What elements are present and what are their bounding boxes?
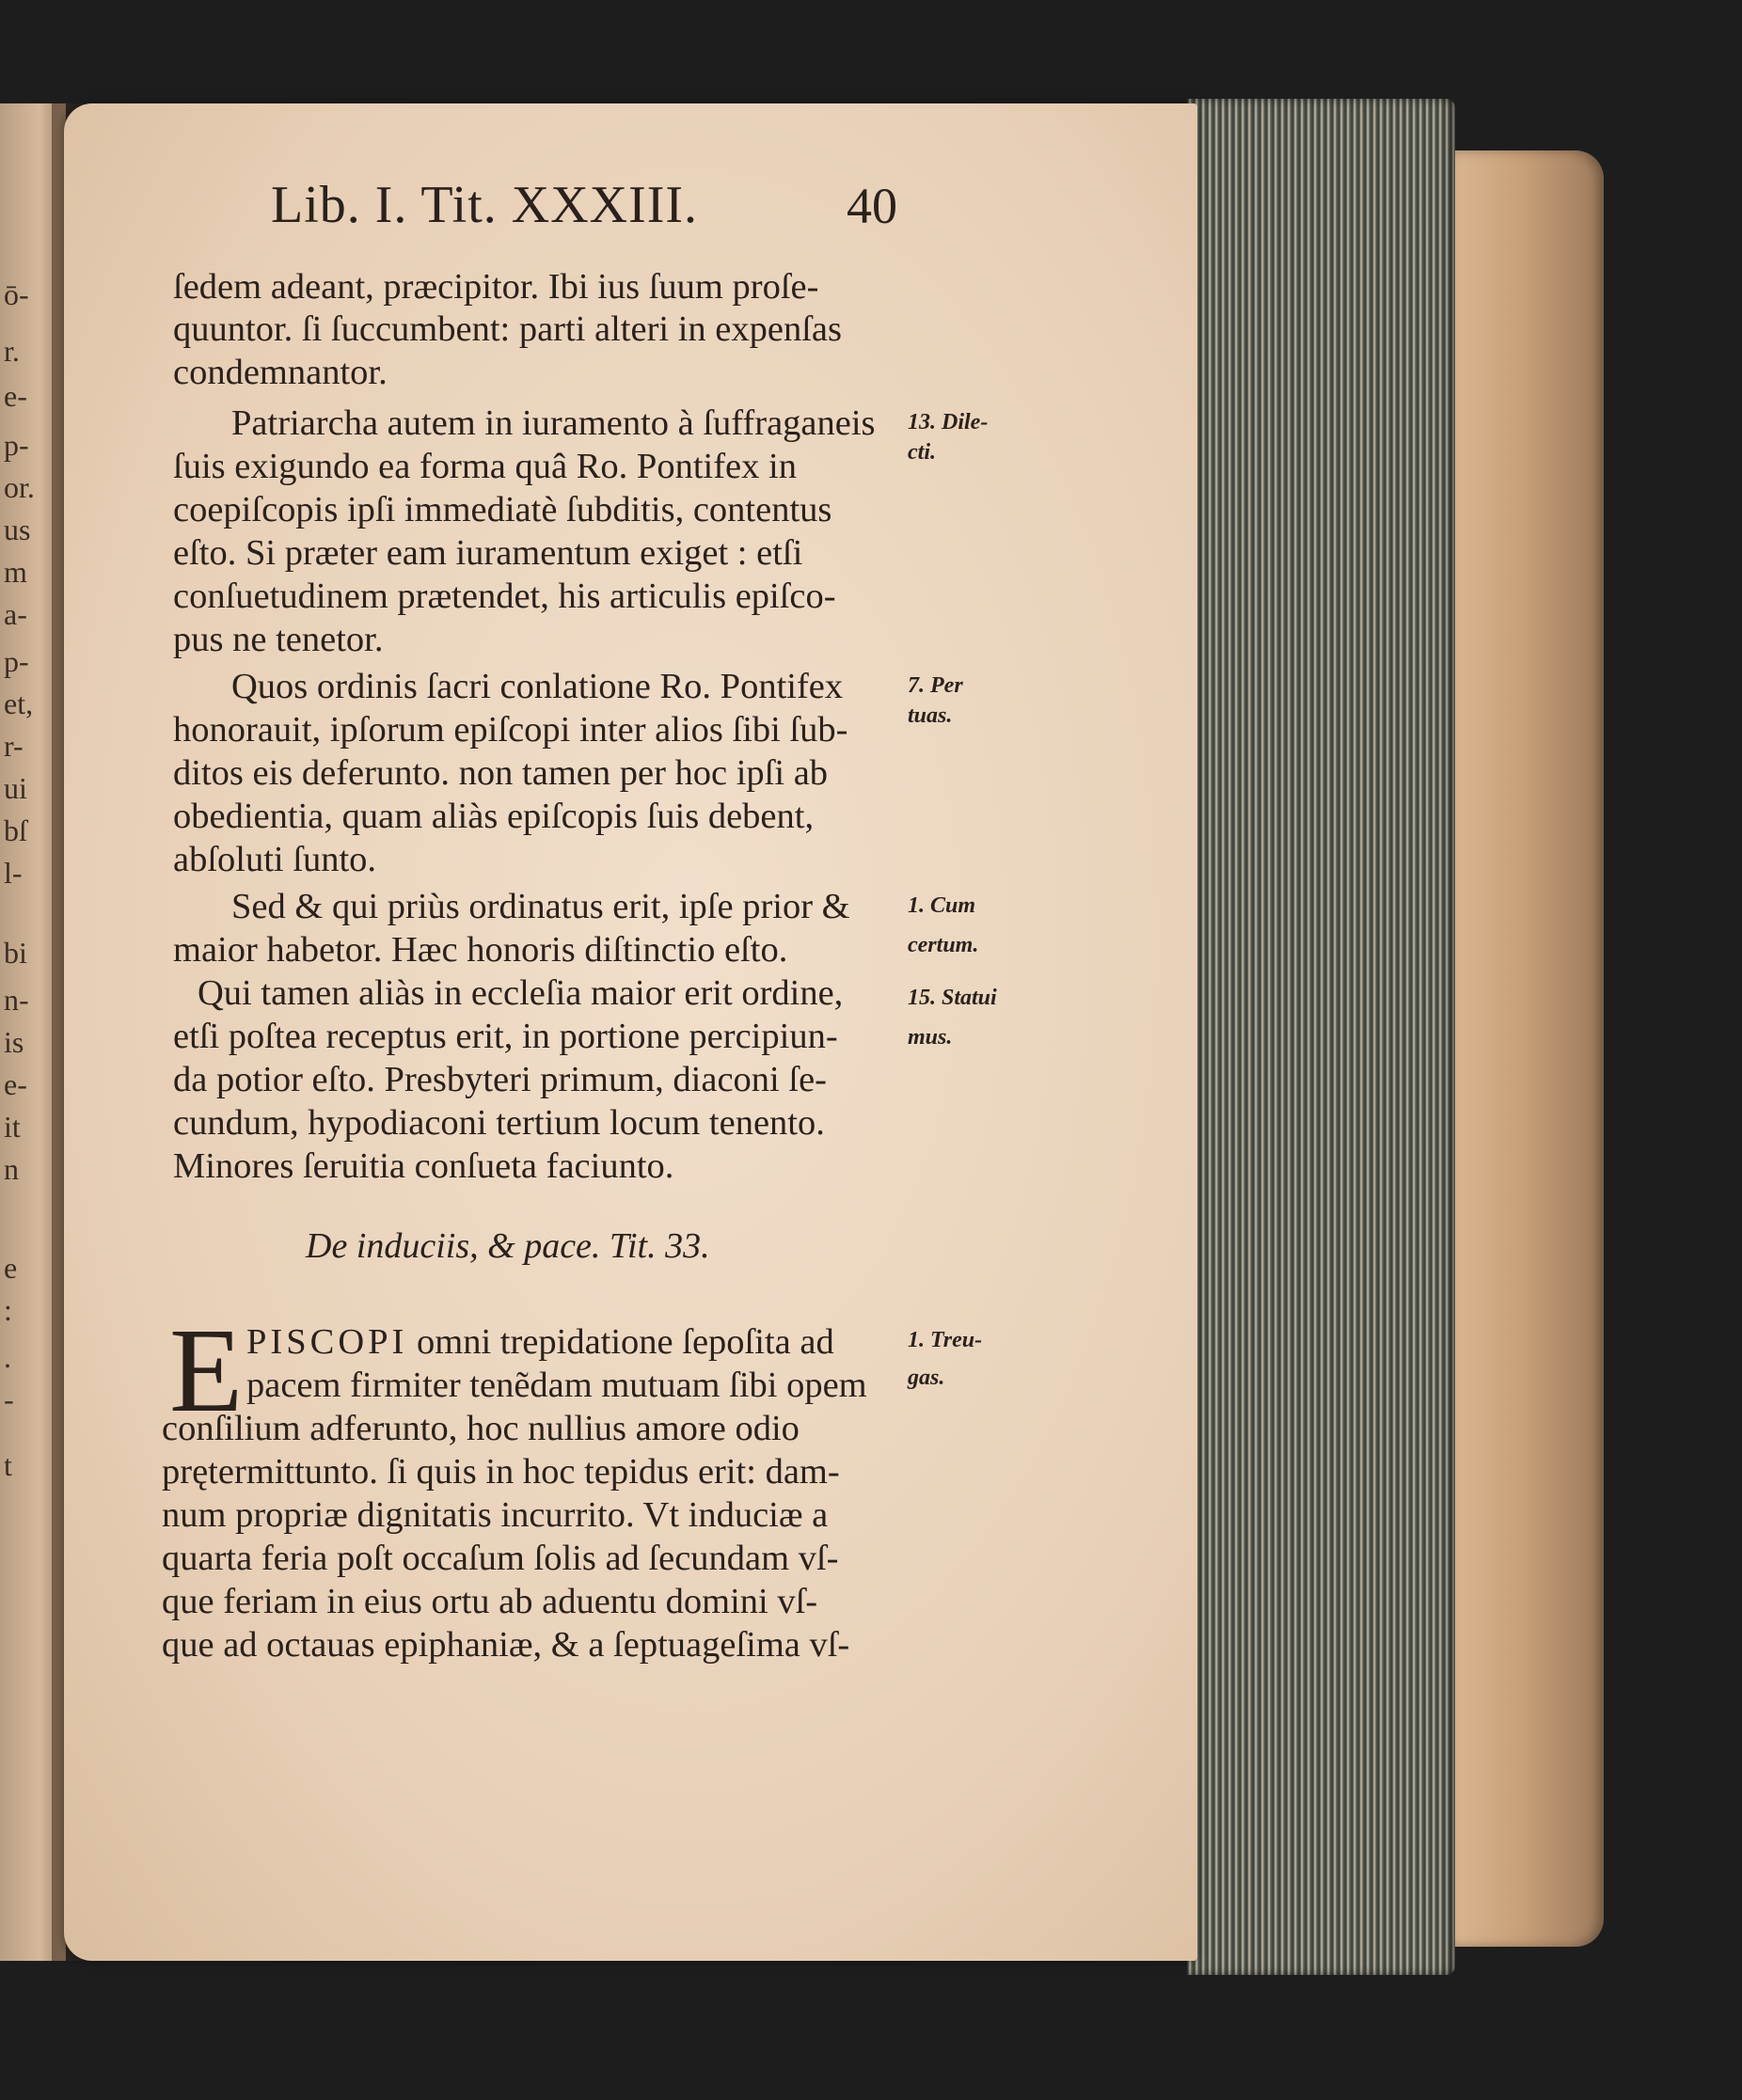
left-fragment: n-	[4, 983, 29, 1017]
text-line: ſedem adeant, præcipitor. Ibi ius ſuum proſe-	[173, 267, 819, 307]
text-line: ditos eis deferunto. non tamen per hoc ipſi ab	[173, 753, 829, 793]
left-fragment: m	[4, 555, 27, 589]
margin-note: gas.	[908, 1366, 945, 1390]
left-fragment: a-	[4, 597, 27, 631]
margin-note: certum.	[908, 933, 979, 957]
text-line: abſoluti ſunto.	[173, 840, 377, 879]
text-line: etſi poſtea receptus erit, in portione percipiun-	[173, 1017, 838, 1056]
left-fragment: r-	[4, 729, 24, 763]
margin-note: cti.	[908, 440, 936, 465]
text-line: da potior eſto. Presbyteri primum, diaconi ſe-	[173, 1060, 827, 1099]
text-line: ſuis exigundo ea forma quâ Ro. Pontifex in	[173, 447, 797, 486]
text-line: conſuetudinem prætendet, his articulis epiſco-	[173, 576, 836, 616]
first-word: PISCOPI	[246, 1322, 408, 1362]
text-line: num propriæ dignitatis incurrito. Vt induciæ a	[162, 1495, 829, 1535]
margin-note: 1. Cum	[908, 893, 976, 918]
left-fragment: p-	[4, 644, 29, 678]
left-fragment: e-	[4, 379, 27, 413]
left-fragment: bi	[4, 936, 27, 970]
text-line: Minores ſeruitia conſueta faciunto.	[173, 1146, 674, 1186]
left-fragment: p-	[4, 428, 29, 462]
text-line: maior habetor. Hæc honoris diſtinctio eſto.	[173, 930, 788, 970]
text-line: Quos ordinis ſacri conlatione Ro. Pontifex	[231, 667, 844, 706]
text-line	[246, 1321, 834, 1363]
text-line: prętermittunto. ſi quis in hoc tepidus erit: dam-	[162, 1452, 840, 1492]
left-fragment: l-	[4, 856, 23, 890]
left-fragment: is	[4, 1025, 24, 1059]
text-line: eſto. Si præter eam iuramentum exiget : etſi	[173, 533, 803, 573]
margin-note: tuas.	[908, 703, 953, 728]
margin-note: mus.	[908, 1025, 953, 1050]
margin-note: 15. Statui	[908, 986, 997, 1010]
section-heading: De induciis, & pace. Tit. 33.	[306, 1226, 710, 1266]
page-edges	[1187, 99, 1455, 1975]
margin-note: 7. Per	[908, 673, 963, 698]
left-fragment: ō-	[4, 277, 29, 311]
left-fragment: .	[4, 1340, 11, 1374]
text-line: que feriam in eius ortu ab aduentu domini vſ-	[162, 1582, 818, 1621]
text-line: conſilium adferunto, hoc nullius amore odio	[162, 1409, 800, 1448]
page-number: 40	[847, 178, 897, 234]
left-fragment: or.	[4, 470, 35, 504]
running-header-title: Lib. I. Tit. XXXIII.	[271, 176, 699, 234]
left-fragment: -	[4, 1382, 14, 1416]
left-fragment: us	[4, 513, 31, 546]
text-line: Sed & qui priùs ordinatus erit, ipſe prior &	[231, 887, 850, 926]
left-fragment: ui	[4, 771, 27, 805]
text-line: obedientia, quam aliàs epiſcopis ſuis debent,	[173, 797, 815, 836]
left-fragment: it	[4, 1110, 21, 1144]
drop-cap: E	[169, 1303, 244, 1437]
left-fragment: et,	[4, 687, 34, 720]
left-fragment: r.	[4, 334, 20, 368]
text-line: quuntor. ſi ſuccumbent: parti alteri in expenſas	[173, 309, 842, 349]
left-fragment: bſ	[4, 813, 27, 847]
left-fragment: n	[4, 1152, 19, 1186]
text-line: que ad octauas epiphaniæ, & a ſeptuageſima vſ-	[162, 1625, 850, 1665]
left-fragment: :	[4, 1293, 12, 1327]
text-line: honorauit, ipſorum epiſcopi inter alios ſibi ſub-	[173, 710, 848, 750]
text-line: pus ne tenetor.	[173, 620, 384, 659]
text-line: cundum, hypodiaconi tertium locum tenento.	[173, 1103, 825, 1143]
text-line: Patriarcha autem in iuramento à ſuffraganeis	[231, 403, 876, 443]
text-line: condemnantor.	[173, 353, 388, 392]
left-fragment: t	[4, 1448, 12, 1482]
text-line: coepiſcopis ipſi immediatè ſubditis, contentus	[173, 490, 832, 529]
margin-note: 13. Dile-	[908, 410, 989, 434]
left-fragment: e	[4, 1251, 18, 1285]
text-line: quarta feria poſt occaſum ſolis ad ſecundam vſ-	[162, 1539, 839, 1578]
left-fragment: e-	[4, 1067, 27, 1101]
text-line: Qui tamen aliàs in eccleſia maior erit ordine,	[198, 973, 844, 1013]
text-line: pacem firmiter tenẽdam mutuam ſibi opem	[246, 1366, 867, 1405]
line-rest: omni trepidatione ſepoſita ad	[407, 1322, 834, 1362]
margin-note: 1. Treu-	[908, 1328, 983, 1352]
